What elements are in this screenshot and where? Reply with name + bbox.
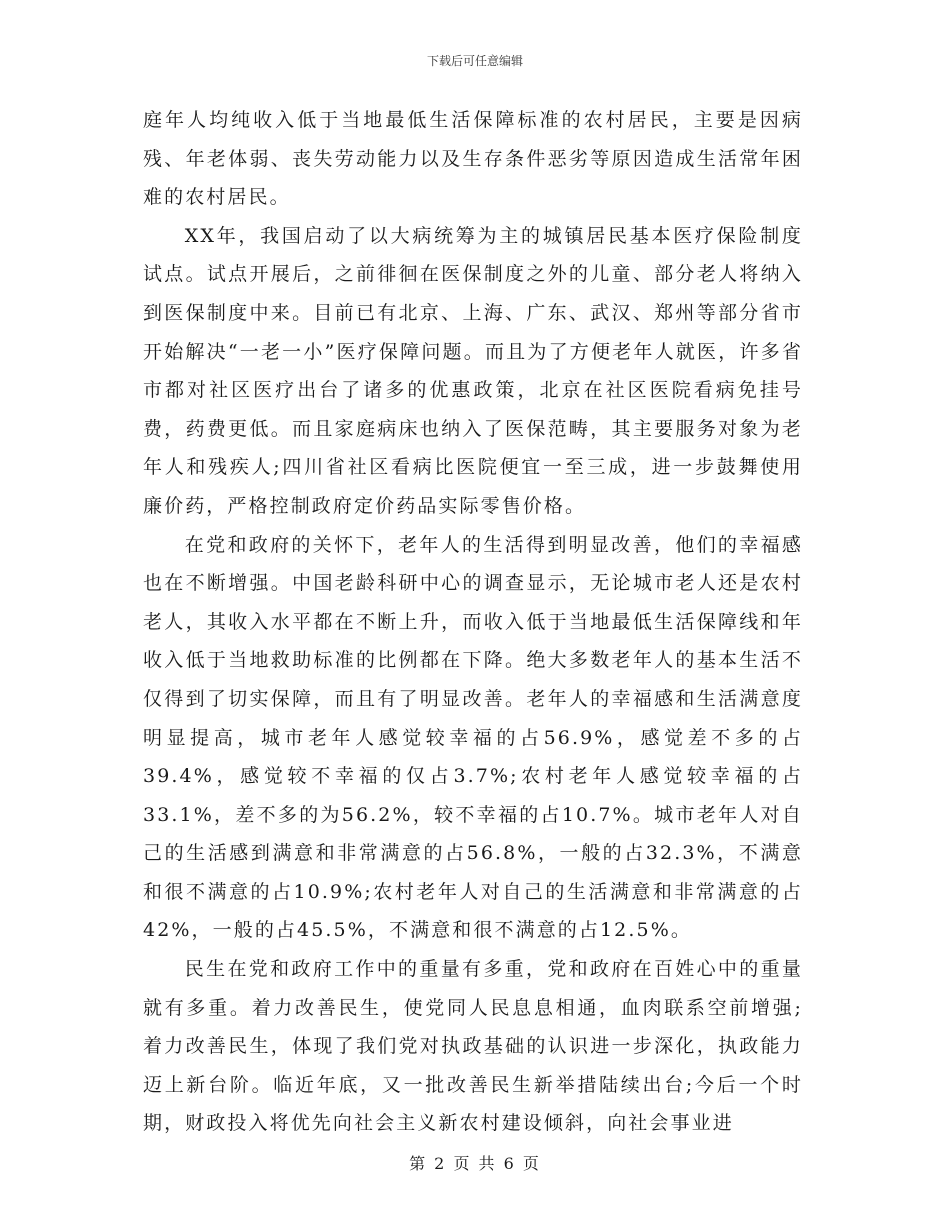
paragraph-continuation: 庭年人均纯收入低于当地最低生活保障标准的农村居民，主要是因病残、年老体弱、丧失劳动能力以及生存条件恶劣等原因造成生活常年困难的农村居民。 [143,109,803,209]
page-header: 下载后可任意编辑 [426,54,523,68]
page-number-footer: 第 2 页 共 6 页 [409,1154,541,1173]
paragraph-livelihood: 民生在党和政府工作中的重量有多重，党和政府在百姓心中的重量就有多重。着力改善民生，使党同人民息息相通，血肉联系空前增强;着力改善民生，体现了我们党对执政基础的认识进一步深化，执政能力迈上新台阶。临近年底，又一批改善民生新举措陆续出台;今后一个时期，财政投入将优先向社会主义新农村建设倾斜，向社会事业进 [143,958,803,1135]
paragraph-elderly-happiness: 在党和政府的关怀下，老年人的生活得到明显改善，他们的幸福感也在不断增强。中国老龄科研中心的调查显示，无论城市老人还是农村老人，其收入水平都在不断上升，而收入低于当地最低生活保障线和年收入低于当地救助标准的比例都在下降。绝大多数老年人的基本生活不仅得到了切实保障，而且有了明显改善。老年人的幸福感和生活满意度明显提高，城市老年人感觉较幸福的占56.9%，感觉差不多的占39.4%，感觉较不幸福的仅占3.7%;农村老年人感觉较幸福的占33.1%，差不多的为56.2%，较不幸福的占10.7%。城市老年人对自己的生活感到满意和非常满意的占56.8%，一般的占32.3%，不满意和很不满意的占10.9%;农村老年人对自己的生活满意和非常满意的占42%，一般的占45.5%，不满意和很不满意的占12.5%。 [143,533,803,942]
document-body [143,101,803,1143]
paragraph-medical-insurance: XX年，我国启动了以大病统筹为主的城镇居民基本医疗保险制度试点。试点开展后，之前徘徊在医保制度之外的儿童、部分老人将纳入到医保制度中来。目前已有北京、上海、广东、武汉、郑州等部分省市开始解决“一老一小”医疗保障问题。而且为了方便老年人就医，许多省市都对社区医疗出台了诸多的优惠政策，北京在社区医院看病免挂号费，药费更低。而且家庭病床也纳入了医保范畴，其主要服务对象为老年人和残疾人;四川省社区看病比医院便宜一至三成，进一步鼓舞使用廉价药，严格控制政府定价药品实际零售价格。 [143,224,803,517]
